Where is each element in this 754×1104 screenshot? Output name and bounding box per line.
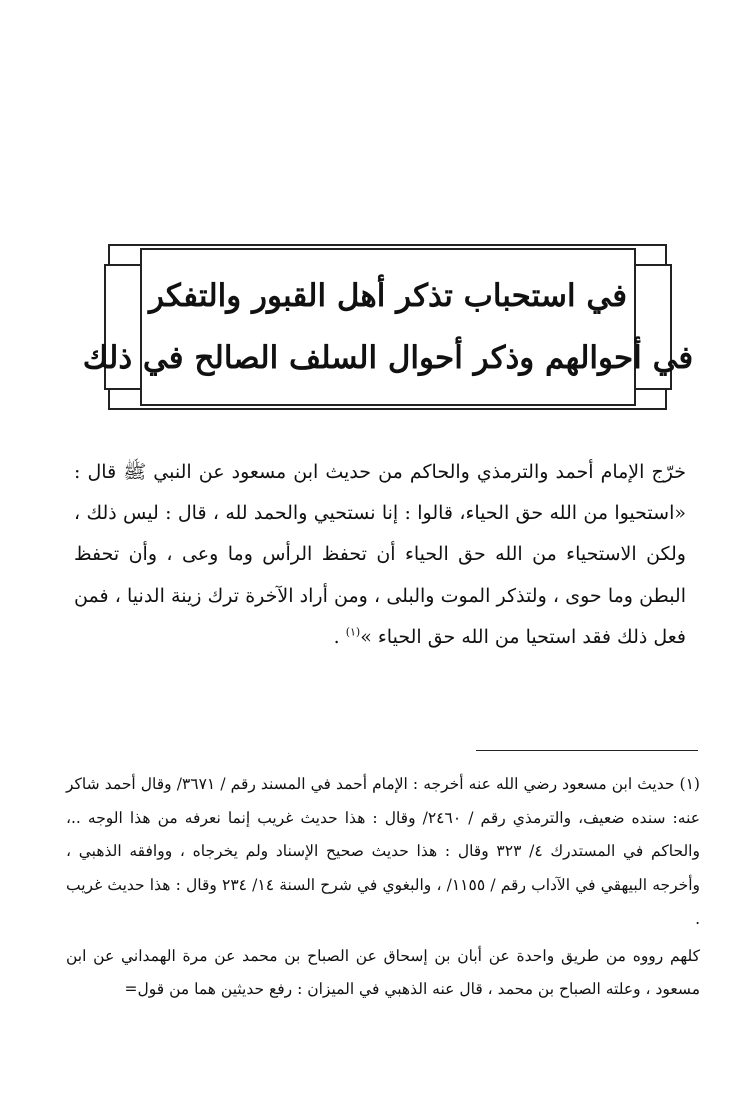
- hadith-paragraph: [74, 452, 686, 658]
- footnote-1: (١) حديث ابن مسعود رضي الله عنه أخرجه : الإمام أحمد في المسند رقم / ٣٦٧١/ وقال أحمد شاكر عنه: سنده ضعيف، والترمذي رقم / ٢٤٦٠/ وقال : هذا حديث غريب إنما نعرفه من هذا الوجه ..، والحاكم في المستدرك ٤/ ٣٢٣ وقال : هذا حديث صحيح الإسناد ولم يخرجاه ، ووافقه الذهبي ، وأخرجه البيهقي في الآداب رقم / ١١٥٥/ ، والبغوي في شرح السنة ١٤/ ٢٣٤ وقال : هذا حديث غريب .: [66, 775, 701, 928]
- chapter-title-line-1: في استحباب تذكر أهل القبور والتفكر: [148, 278, 628, 314]
- chapter-title-line-2: في أحوالهم وذكر أحوال السلف الصالح في ذلك: [82, 340, 694, 376]
- footnote-separator: [476, 750, 698, 751]
- footnote-1-continued: كلهم رووه من طريق واحدة عن أبان بن إسحاق عن الصباح بن محمد عن مرة الهمداني عن ابن مسعود ، وعلته الصباح بن محمد ، قال عنه الذهبي في الميزان : رفع حديثين هما من قول=: [66, 946, 700, 999]
- footnotes: [66, 768, 700, 1007]
- end-punctuation: .: [333, 625, 346, 648]
- footnote-reference: (١): [345, 625, 361, 639]
- main-text: [74, 452, 686, 658]
- hadith-text: خرّج الإمام أحمد والترمذي والحاكم من حديث ابن مسعود عن النبي ﷺ قال : «استحيوا من الله حق الحياء، قالوا : إنا نستحيي والحمد لله ، قال : ليس ذلك ، ولكن الاستحياء من الله حق الحياء أن تحفظ الرأس وما وعى ، وأن تحفظ البطن وما حوى ، ولتذكر الموت والبلى ، ومن أراد الآخرة ترك زينة الدنيا ، فمن فعل ذلك فقد استحيا من الله حق الحياء »: [74, 461, 686, 648]
- chapter-title-box: [82, 248, 694, 406]
